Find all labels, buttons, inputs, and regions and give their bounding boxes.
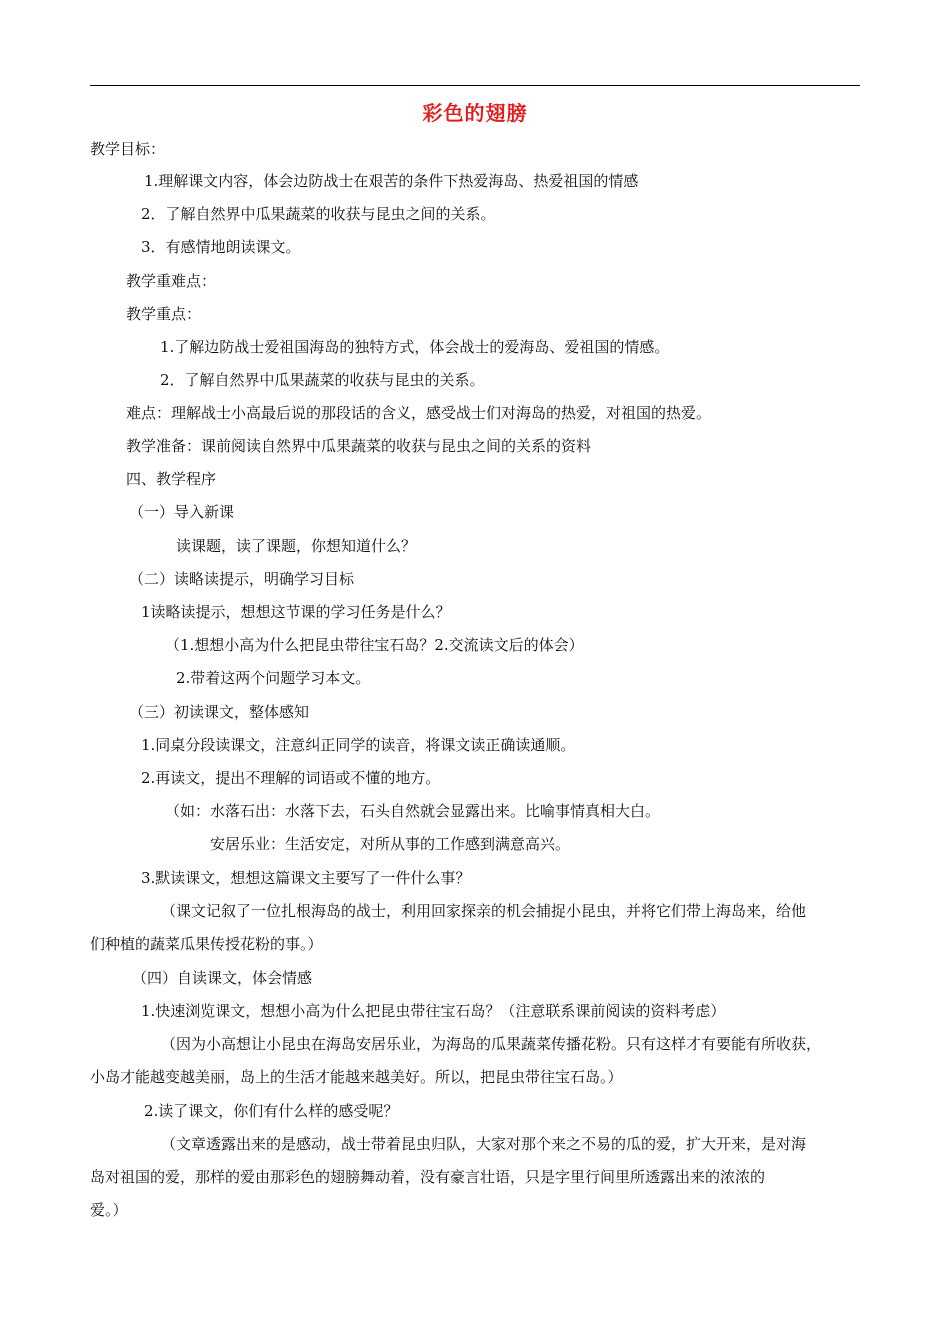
text-line: 难点：理解战士小高最后说的那段话的含义，感受战士们对海岛的热爱，对祖国的热爱。: [126, 404, 712, 422]
text-line: （四）自读课文，体会情感: [132, 969, 313, 987]
text-line: 四、教学程序: [126, 470, 217, 488]
text-line: 3．有感情地朗读课文。: [141, 238, 301, 256]
text-line: 们种植的蔬菜瓜果传授花粉的事。）: [90, 935, 323, 953]
text-line: 教学目标：: [90, 140, 166, 158]
text-line: 1.理解课文内容，体会边防战士在艰苦的条件下热爱海岛、热爱祖国的情感: [144, 172, 639, 190]
text-line: （因为小高想让小昆虫在海岛安居乐业，为海岛的瓜果蔬菜传播花粉。只有这样才有要能有所收获，: [161, 1035, 822, 1053]
text-line: 2．了解自然界中瓜果蔬菜的收获与昆虫的关系。: [160, 371, 485, 389]
text-line: 1读略读提示，想想这节课的学习任务是什么？: [141, 603, 451, 621]
text-line: 教学重点：: [126, 305, 202, 323]
header-rule: [90, 85, 860, 86]
text-line: 1.快速浏览课文，想想小高为什么把昆虫带往宝石岛？（注意联系课前阅读的资料考虑）: [141, 1002, 726, 1020]
text-line: 2.读了课文，你们有什么样的感受呢？: [144, 1102, 399, 1120]
text-line: （文章透露出来的是感动，战士带着昆虫归队，大家对那个来之不易的瓜的爱，扩大开来，是对海: [161, 1135, 807, 1153]
text-line: 1.同桌分段读课文，注意纠正同学的读音，将课文读正确读通顺。: [141, 736, 576, 754]
text-line: （二）读略读提示，明确学习目标: [129, 570, 355, 588]
text-line: （如：水落石出：水落下去，石头自然就会显露出来。比喻事情真相大白。: [165, 802, 661, 820]
text-line: 2.再读文，提出不理解的词语或不懂的地方。: [141, 769, 441, 787]
text-line: （1.想想小高为什么把昆虫带往宝石岛？2.交流读文后的体会）: [165, 636, 584, 654]
text-line: （三）初读课文，整体感知: [129, 703, 310, 721]
text-line: 教学准备：课前阅读自然界中瓜果蔬菜的收获与昆虫之间的关系的资料: [126, 437, 592, 455]
text-line: 2.带着这两个问题学习本文。: [176, 669, 371, 687]
document-title: 彩色的翅膀: [422, 101, 528, 125]
text-line: （课文记叙了一位扎根海岛的战士，利用回家探亲的机会捕捉小昆虫，并将它们带上海岛来，给他: [161, 902, 807, 920]
text-line: （一）导入新课: [129, 503, 235, 521]
text-line: 教学重难点：: [126, 272, 217, 290]
text-line: 小岛才能越变越美丽，岛上的生活才能越来越美好。所以，把昆虫带往宝石岛。）: [90, 1068, 623, 1086]
text-line: 爱。）: [90, 1201, 128, 1219]
text-line: 岛对祖国的爱，那样的爱由那彩色的翅膀舞动着，没有豪言壮语，只是字里行间里所透露出来的浓浓的: [90, 1168, 766, 1186]
text-line: 3.默读课文，想想这篇课文主要写了一件什么事？: [141, 869, 471, 887]
text-line: 安居乐业：生活安定，对所从事的工作感到满意高兴。: [210, 835, 571, 853]
text-line: 读课题，读了课题，你想知道什么？: [176, 537, 417, 555]
text-line: 1.了解边防战士爱祖国海岛的独特方式，体会战士的爱海岛、爱祖国的情感。: [160, 338, 670, 356]
text-line: 2．了解自然界中瓜果蔬菜的收获与昆虫之间的关系。: [141, 205, 496, 223]
